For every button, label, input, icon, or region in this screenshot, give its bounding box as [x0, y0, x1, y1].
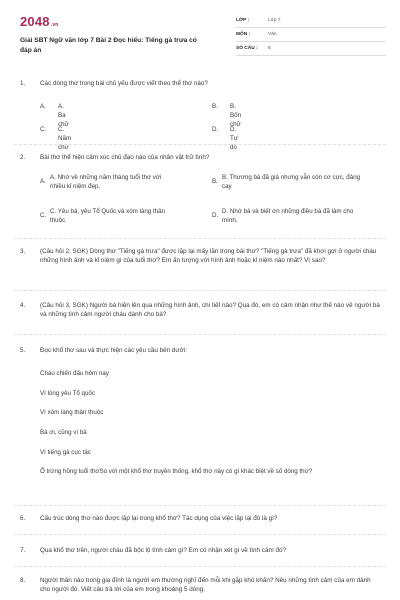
option-text: C. Năm chữ — [58, 126, 72, 151]
question-text: Người thân nào trong gia đình là người em thường nghĩ đến mỗi khi gặp khó khăn? Nêu những tình cảm của em dành cho người đó. Viết câu trả lời của em trong khoảng 5 dòng. — [40, 577, 371, 593]
divider — [14, 238, 386, 239]
site-logo[interactable]: 2048.vn — [20, 14, 59, 29]
question-text: (Câu hỏi 3, SGK) Người bà hiện lên qua những hình ảnh, chi tiết nào? Qua đó, em có cảm nhận như thế nào về người bà và những tình cảm người cháu dành cho bà? — [40, 302, 380, 318]
meta-key: LỚP : — [236, 18, 250, 23]
divider — [14, 505, 386, 506]
question-number: 8. — [20, 577, 26, 584]
meta-value: Văn — [268, 32, 277, 37]
question-text: Đọc khổ thơ sau và thực hiện các yêu cầu bên dưới: — [40, 347, 187, 354]
option-text: B. Thương bà đã già nhưng vẫn còn cơ cực, đảng cay — [222, 174, 361, 190]
meta-row-grade — [236, 14, 386, 28]
option-text: B. Bốn chữ — [230, 103, 242, 128]
option-text: D. Tự do — [230, 126, 238, 151]
question-number: 4. — [20, 302, 26, 309]
question-number: 3. — [20, 248, 26, 255]
option-letter: A. — [40, 103, 46, 110]
option-letter: B. — [212, 178, 218, 185]
poem-line: Vì lòng yêu Tổ quốc — [40, 390, 95, 397]
option-text: D. Nhớ bà và biết ơn những điều bà đã làm cho mình. — [222, 208, 354, 224]
question-number: 2. — [20, 154, 26, 161]
divider — [14, 534, 386, 535]
option-2b[interactable] — [212, 174, 382, 194]
meta-key: MÔN : — [236, 32, 251, 37]
question-text: (Câu hỏi 2, SGK) Dòng thơ "Tiếng gà trưa" được lặp lại mấy lần trong bài thơ? "Tiếng gà trưa" đã khơi gợi ở người cháu những hình ảnh và kỉ niệm gì của tuổi thơ? Em ấn tượng với hình ảnh hoặc kỉ niệm nào nhất? Vì sao? — [40, 248, 377, 264]
page-title: Giải SBT Ngữ văn lớp 7 Bài 2 Đọc hiểu: Tiếng gà trưa có đáp án — [20, 37, 197, 54]
option-letter: D. — [212, 126, 219, 133]
option-letter: C. — [40, 212, 47, 219]
meta-row-count — [236, 42, 386, 56]
question-text: Qua khổ thơ trên, người cháu đã bộc lộ tình cảm gì? Em có nhận xét gì về tình cảm đó? — [40, 547, 286, 554]
divider — [14, 566, 386, 567]
question-5-followup: Ổ trứng hồng tuổi thơSo với một khổ thơ truyền thống, khổ thơ này có gì khác biệt về số dòng thơ? — [40, 468, 313, 475]
poem-line: Vì tiếng gà cục tác — [40, 449, 91, 456]
question-text: Bài thơ thể hiện cảm xúc chủ đạo nào của nhân vật trữ tình? — [40, 154, 210, 161]
question-number: 5. — [20, 347, 26, 354]
option-letter: B. — [212, 103, 218, 110]
option-text: A. Nhớ về những năm tháng tuổi thơ với nhiều kỉ niệm đẹp. — [50, 174, 162, 190]
question-number: 6. — [20, 515, 26, 522]
meta-key: SỐ CÂU : — [236, 46, 258, 51]
question-text: Các dòng thơ trong bài chủ yếu được viết theo thể thơ nào? — [40, 80, 208, 87]
option-text: C. Yêu bà, yêu Tổ Quốc và xóm làng thân thuộc — [50, 208, 165, 224]
divider — [14, 290, 386, 291]
question-number: 7. — [20, 547, 26, 554]
option-text: A. Ba chữ — [58, 103, 69, 128]
page-header — [14, 12, 386, 58]
option-letter: A. — [40, 178, 46, 185]
option-2c[interactable] — [40, 208, 185, 228]
meta-row-subject — [236, 28, 386, 42]
option-letter: D. — [212, 212, 219, 219]
divider — [14, 144, 386, 145]
question-number: 1. — [20, 80, 26, 87]
option-2d[interactable] — [212, 208, 382, 228]
worksheet-meta-table — [236, 14, 386, 56]
option-2a[interactable] — [40, 174, 185, 194]
question-text: Cấu trúc dòng thơ nào được lặp lại trong khổ thơ? Tác dụng của việc lặp lại đó là gì? — [40, 515, 278, 522]
poem-line: Cháu chiến đấu hôm nay — [40, 370, 109, 377]
meta-value: Lớp 7 — [268, 18, 281, 23]
divider — [14, 334, 386, 335]
poem-line: Bà ơi, cũng vì bà — [40, 429, 87, 436]
option-letter: C. — [40, 126, 47, 133]
meta-value: 8 — [268, 46, 271, 51]
poem-line: Vì xóm làng thân thuộc — [40, 409, 104, 416]
